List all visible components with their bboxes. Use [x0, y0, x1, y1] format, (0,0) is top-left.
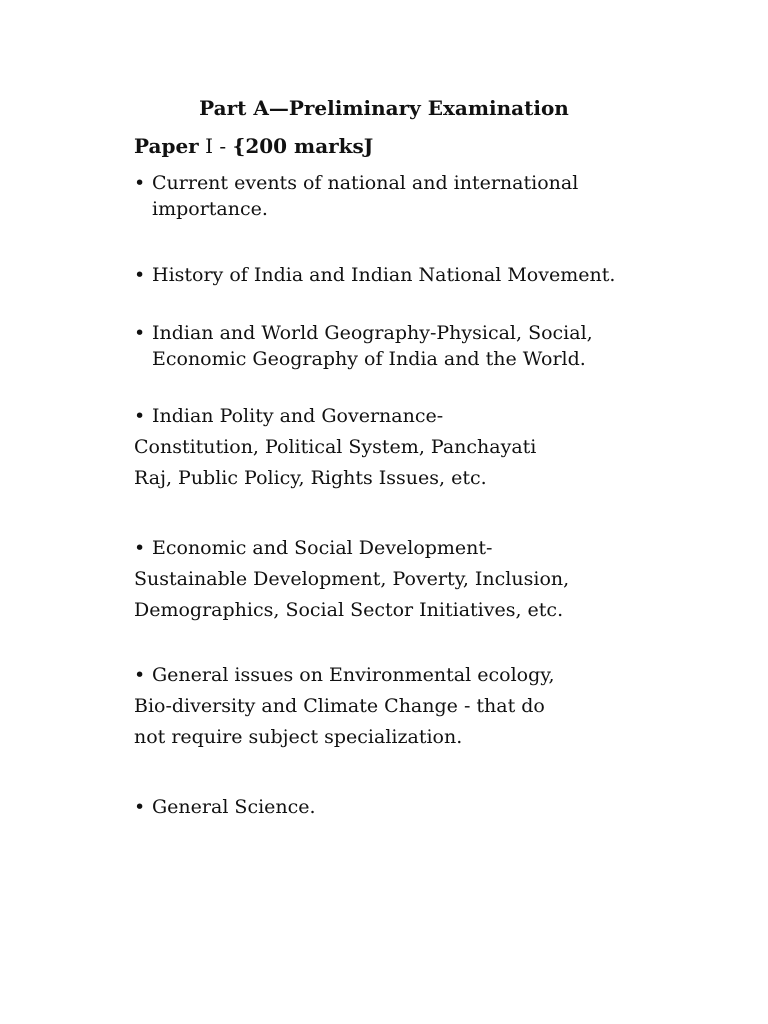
list-item-geography — [134, 320, 593, 372]
item-text-line: Indian and World Geography-Physical, Social, — [152, 322, 593, 344]
bullet-icon: • — [134, 264, 146, 286]
item-text-line: Sustainable Development, Poverty, Inclusion, — [134, 568, 570, 590]
bullet-icon: • — [134, 322, 146, 344]
bullet-icon: • — [134, 537, 146, 559]
item-text-line: Constitution, Political System, Panchayati — [134, 436, 537, 458]
bullet-icon: • — [134, 664, 146, 686]
item-text-line: Indian Polity and Governance- — [152, 405, 444, 427]
item-text-line: Current events of national and international — [152, 172, 579, 194]
paper-label: Paper — [134, 134, 199, 158]
page-title: Part A—Preliminary Examination — [199, 96, 569, 120]
item-text-line: General issues on Environmental ecology, — [152, 664, 555, 686]
item-text-line: Economic Geography of India and the World. — [152, 348, 586, 370]
item-text-line: Raj, Public Policy, Rights Issues, etc. — [134, 467, 487, 489]
paper-marks: {200 marksJ — [232, 134, 374, 158]
paper-heading — [134, 132, 373, 160]
list-item-general-science — [134, 792, 316, 823]
bullet-icon: • — [134, 405, 146, 427]
paper-numeral: I - — [205, 134, 227, 158]
item-text-line: not require subject specialization. — [134, 726, 463, 748]
item-text-line: Bio-diversity and Climate Change - that do — [134, 695, 545, 717]
item-text-line: Economic and Social Development- — [152, 537, 493, 559]
item-text-line: General Science. — [152, 796, 316, 818]
list-item-economic-development — [134, 533, 569, 626]
bullet-icon: • — [134, 172, 146, 194]
item-text-line: History of India and Indian National Movement. — [152, 264, 616, 286]
bullet-icon: • — [134, 796, 146, 818]
list-item-current-events — [134, 170, 578, 222]
item-text-line: importance. — [152, 198, 268, 220]
item-text-line: Demographics, Social Sector Initiatives, etc. — [134, 599, 564, 621]
list-item-polity — [134, 401, 536, 494]
list-item-history — [134, 262, 615, 288]
list-item-environment — [134, 660, 555, 753]
